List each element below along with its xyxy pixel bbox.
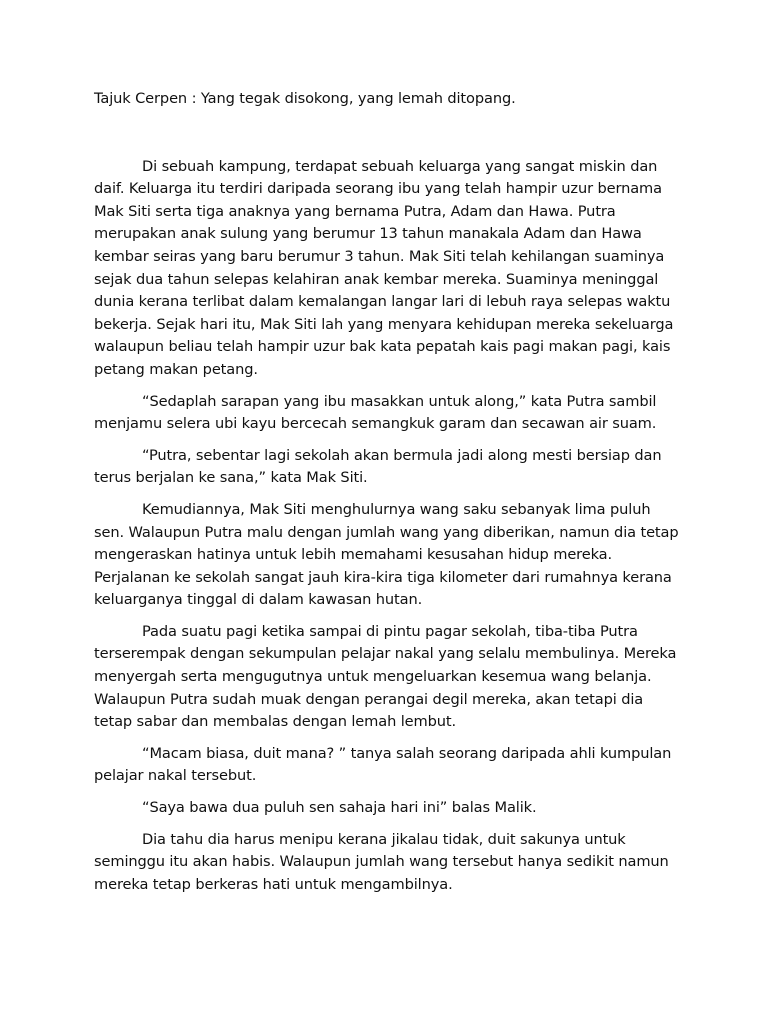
paragraph-1: Di sebuah kampung, terdapat sebuah keluarga yang sangat miskin dan daif. Keluarga itu terdiri daripada seorang ibu yang telah hampir uzur bernama Mak Siti serta tiga anaknya yang bernama Putra, Adam dan Hawa. Putra merupakan anak sulung yang berumur 13 tahun manakala Adam dan Hawa kembar seiras yang baru berumur 3 tahun. Mak Siti telah kehilangan suaminya sejak dua tahun selepas kelahiran anak kembar mereka. Suaminya meninggal dunia kerana terlibat dalam kemalangan langar lari di lebuh raya selepas waktu bekerja. Sejak hari itu, Mak Siti lah yang menyara kehidupan mereka sekeluarga walaupun beliau telah hampir uzur bak kata pepatah kais pagi makan pagi, kais petang makan petang.	[94, 157, 674, 378]
paragraph-7: “Saya bawa dua puluh sen sahaja hari ini” balas Malik.	[142, 799, 537, 817]
paragraph-4: Kemudiannya, Mak Siti menghulurnya wang saku sebanyak lima puluh sen. Walaupun Putra malu dengan jumlah wang yang diberikan, namun dia tetap mengeraskan hatinya untuk lebih memahami kesusahan hidup mereka. Perjalanan ke sekolah sangat jauh kira-kira tiga kilometer dari rumahnya kerana keluarganya tinggal di dalam kawasan hutan.	[94, 500, 679, 609]
paragraph-6: “Macam biasa, duit mana? ” tanya salah seorang daripada ahli kumpulan pelajar nakal tersebut.	[94, 744, 672, 785]
paragraph-5: Pada suatu pagi ketika sampai di pintu pagar sekolah, tiba-tiba Putra terserempak dengan sekumpulan pelajar nakal yang selalu membulinya. Mereka menyergah serta mengugutnya untuk mengeluarkan kesemua wang belanja. Walaupun Putra sudah muak dengan perangai degil mereka, akan tetapi dia tetap sabar dan membalas dengan lemah lembut.	[94, 622, 677, 731]
story-title: Tajuk Cerpen : Yang tegak disokong, yang lemah ditopang.	[94, 90, 516, 107]
paragraph-8: Dia tahu dia harus menipu kerana jikalau tidak, duit sakunya untuk seminggu itu akan habis. Walaupun jumlah wang tersebut hanya sedikit namun mereka tetap berkeras hati untuk mengambilnya.	[94, 830, 669, 893]
paragraph-3: “Putra, sebentar lagi sekolah akan bermula jadi along mesti bersiap dan terus berjalan ke sana,” kata Mak Siti.	[94, 446, 662, 487]
paragraph-2: “Sedaplah sarapan yang ibu masakkan untuk along,” kata Putra sambil menjamu selera ubi kayu bercecah semangkuk garam dan secawan air suam.	[94, 392, 657, 433]
document-body	[94, 88, 679, 905]
